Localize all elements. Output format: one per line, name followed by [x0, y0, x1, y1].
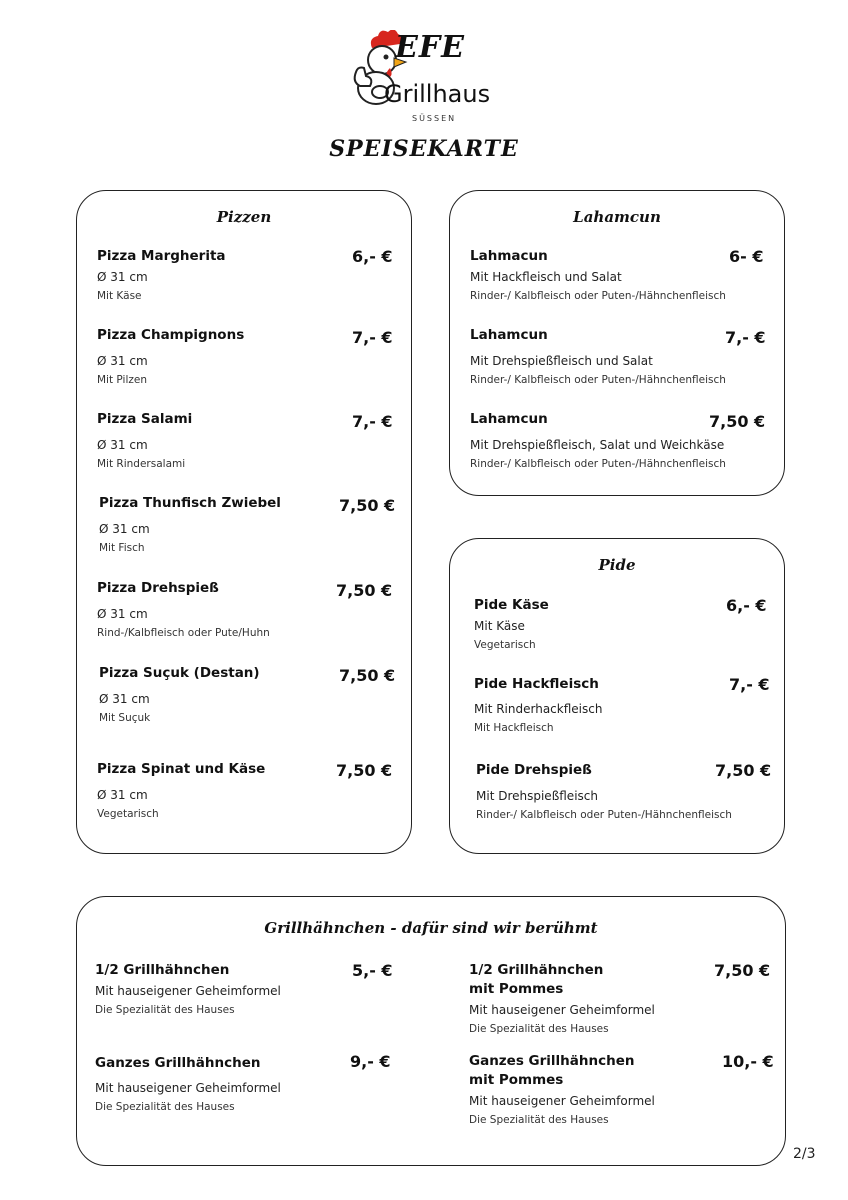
item-name: Pizza Champignons — [97, 327, 245, 343]
item-desc: Mit Drehspießfleisch — [476, 789, 598, 803]
item-price: 7,- € — [352, 412, 393, 431]
item-note: Rind-/Kalbfleisch oder Pute/Huhn — [97, 627, 270, 639]
item-price: 7,- € — [725, 328, 766, 347]
item-note: Vegetarisch — [97, 808, 159, 820]
item-name: Lahamcun — [470, 327, 548, 343]
item-note: Rinder-/ Kalbfleisch oder Puten-/Hähnchenfleisch — [470, 458, 726, 470]
item-name: Pide Käse — [474, 597, 549, 613]
menu-item — [469, 1052, 779, 1127]
item-note: Mit Hackfleisch — [474, 722, 554, 734]
menu-item — [99, 664, 399, 725]
item-note: Mit Pilzen — [97, 374, 147, 386]
item-size: Ø 31 cm — [99, 522, 150, 536]
menu-item — [99, 494, 399, 555]
item-name: Lahamcun — [470, 411, 548, 427]
item-note: Die Spezialität des Hauses — [95, 1101, 235, 1113]
pizzen-section — [76, 190, 412, 854]
item-price: 7,50 € — [715, 761, 772, 780]
menu-item — [97, 760, 397, 821]
item-name-line2: mit Pommes — [469, 981, 564, 997]
item-price: 7,50 € — [339, 666, 396, 685]
item-size: Ø 31 cm — [99, 692, 150, 706]
pizzen-title: Pizzen — [216, 208, 272, 226]
item-note: Rinder-/ Kalbfleisch oder Puten-/Hähnchenfleisch — [470, 290, 726, 302]
item-price: 6- € — [729, 247, 764, 266]
item-desc: Mit Käse — [474, 619, 525, 633]
item-desc: Mit hauseigener Geheimformel — [95, 1081, 281, 1095]
item-name: Lahmacun — [470, 248, 548, 264]
item-name: Ganzes Grillhähnchen — [469, 1053, 635, 1069]
grill-section — [76, 896, 786, 1166]
item-note: Mit Käse — [97, 290, 142, 302]
menu-item — [97, 579, 397, 640]
item-price: 9,- € — [350, 1052, 391, 1071]
menu-item — [470, 326, 770, 387]
item-note: Mit Suçuk — [99, 712, 151, 724]
logo-brand: EFE — [395, 30, 466, 65]
menu-item — [95, 961, 395, 1017]
item-note: Die Spezialität des Hauses — [469, 1023, 609, 1035]
item-price: 10,- € — [722, 1052, 774, 1071]
item-price: 7,- € — [729, 675, 770, 694]
page-number: 2/3 — [793, 1146, 816, 1162]
item-name: Pide Hackfleisch — [474, 676, 599, 692]
item-desc: Mit Hackfleisch und Salat — [470, 270, 622, 284]
menu-item — [97, 326, 397, 387]
page-title: SPEISEKARTE — [329, 136, 519, 162]
item-name: 1/2 Grillhähnchen — [95, 962, 230, 978]
item-note: Mit Rindersalami — [97, 458, 186, 470]
item-size: Ø 31 cm — [97, 607, 148, 621]
menu-item — [469, 961, 779, 1036]
item-price: 7,- € — [352, 328, 393, 347]
item-desc: Mit hauseigener Geheimformel — [469, 1094, 655, 1108]
item-note: Rinder-/ Kalbfleisch oder Puten-/Hähnchenfleisch — [476, 809, 732, 821]
grill-title: Grillhähnchen - dafür sind wir berühmt — [264, 919, 598, 937]
menu-item — [97, 247, 397, 303]
item-name: Pizza Drehspieß — [97, 580, 219, 596]
logo-name: Grillhaus — [384, 80, 491, 108]
item-price: 7,50 € — [339, 496, 396, 515]
item-size: Ø 31 cm — [97, 438, 148, 452]
item-price: 7,50 € — [336, 581, 393, 600]
menu-item — [476, 761, 776, 822]
item-size: Ø 31 cm — [97, 788, 148, 802]
item-note: Die Spezialität des Hauses — [469, 1114, 609, 1126]
item-price: 7,50 € — [336, 761, 393, 780]
pide-title: Pide — [598, 556, 636, 574]
item-name: Pizza Spinat und Käse — [97, 761, 266, 777]
lahamcun-title: Lahamcun — [573, 208, 661, 226]
item-price: 7,50 € — [714, 961, 771, 980]
item-size: Ø 31 cm — [97, 354, 148, 368]
item-desc: Mit Rinderhackfleisch — [474, 702, 603, 716]
item-name: Pide Drehspieß — [476, 762, 592, 778]
item-price: 7,50 € — [709, 412, 766, 431]
item-name-line2: mit Pommes — [469, 1072, 564, 1088]
item-note: Die Spezialität des Hauses — [95, 1004, 235, 1016]
item-desc: Mit hauseigener Geheimformel — [95, 984, 281, 998]
pide-section — [449, 538, 785, 854]
item-note: Vegetarisch — [474, 639, 536, 651]
lahamcun-section — [449, 190, 785, 496]
menu-item — [97, 410, 397, 471]
menu-item — [474, 675, 774, 735]
item-name: Pizza Suçuk (Destan) — [99, 665, 260, 681]
item-note: Rinder-/ Kalbfleisch oder Puten-/Hähnchenfleisch — [470, 374, 726, 386]
item-desc: Mit Drehspießfleisch und Salat — [470, 354, 653, 368]
item-name: 1/2 Grillhähnchen — [469, 962, 604, 978]
menu-item — [470, 410, 770, 471]
item-name: Pizza Margherita — [97, 248, 226, 264]
menu-item — [474, 596, 774, 652]
item-name: Pizza Salami — [97, 411, 193, 427]
item-name: Pizza Thunfisch Zwiebel — [99, 495, 281, 511]
menu-item — [470, 247, 770, 303]
menu-item — [95, 1054, 395, 1114]
item-desc: Mit Drehspießfleisch, Salat und Weichkäse — [470, 438, 725, 452]
item-price: 6,- € — [726, 596, 767, 615]
item-note: Mit Fisch — [99, 542, 145, 554]
logo-city: SÜSSEN — [412, 114, 457, 123]
item-size: Ø 31 cm — [97, 270, 148, 284]
item-desc: Mit hauseigener Geheimformel — [469, 1003, 655, 1017]
item-price: 6,- € — [352, 247, 393, 266]
item-price: 5,- € — [352, 961, 393, 980]
item-name: Ganzes Grillhähnchen — [95, 1055, 261, 1071]
